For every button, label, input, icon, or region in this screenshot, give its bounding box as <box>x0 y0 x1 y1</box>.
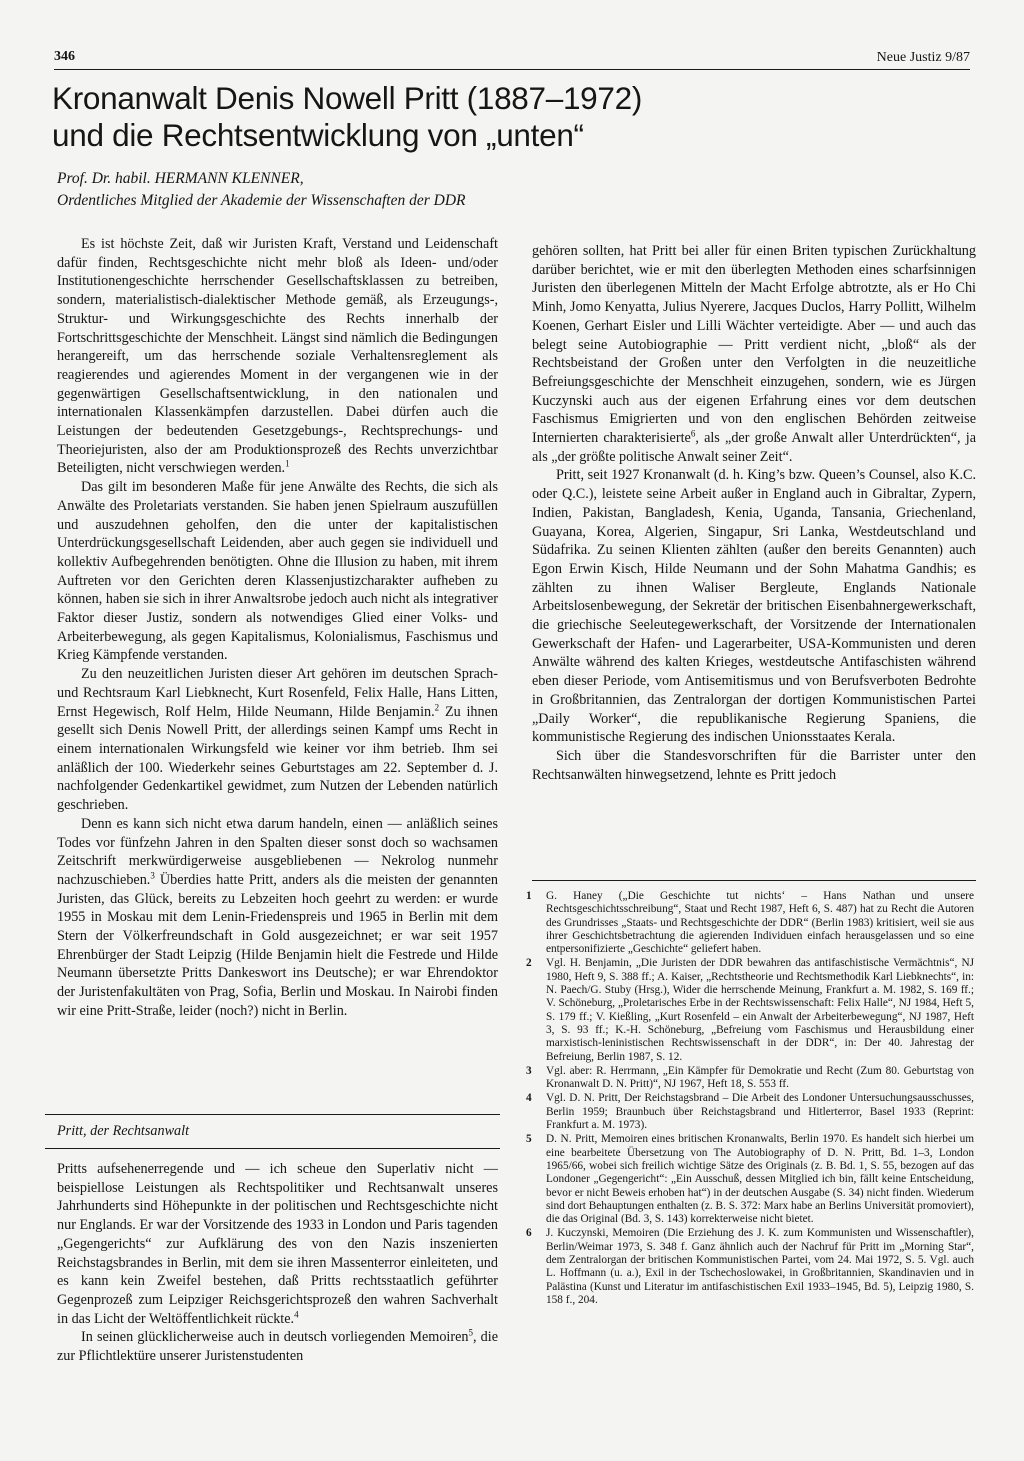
byline <box>57 168 777 212</box>
page-number: 346 <box>54 49 75 64</box>
paragraph: Pritt, seit 1927 Kronanwalt (d. h. King’s bzw. Queen’s Counsel, also K.C. oder Q.C.), leistete seine Arbeit außer in England auch in Gibraltar, Zypern, Indien, Pakistan, Bangladesh, Kenia, Uganda, Tansania, Griechenland, Guayana, Korea, Algerien, Singapur, Sri Lanka, Westdeutschland und Südafrika. Zu seinen Klienten zählten (außer den bereits Genannten) auch Egon Erwin Kisch, Hilde Neumann und der Sohn Mahatma Gandhis; es zählten zu ihnen Waliser Bergleute, Englands Nationale Arbeitslosenbewegung, der Sekretär der britischen Eisenbahnergewerkschaft, die griechische Seeleutegewerkschaft, der Vorsitzende der Internationalen Gewerkschaft der Hafen- und Lagerarbeiter, USA-Kommunisten und deren Anwälte während des kalten Krieges, westdeutsche Antifaschisten während eben dieser Periode, vom Antisemitismus und von Berufsverboten Bedrohte in Großbritannien, das Zentralorgan der dortigen Kommunistischen Partei „Daily Worker“, die republikanische Regierung Spaniens, die kommunistische Regierung des indischen Unionsstaates Kerala. <box>532 467 976 746</box>
footnote-item <box>524 957 974 1063</box>
footnote-rule <box>532 880 976 881</box>
journal-name: Neue Justiz 9/87 <box>876 50 970 65</box>
section-heading: Pritt, der Rechtsanwalt <box>57 1123 190 1139</box>
footnote-text: G. Haney („Die Geschichte tut nichts‘ – Hans Nathan und unsere Rechtsgeschichtsschreibung“, Staat und Recht 1987, Heft 6, S. 487) hat zu Recht die Autoren des Grundrisses „Staats- und Rechtsgeschichte der DDR“ (Berlin 1983) kritisiert, weil sie aus ihrer Geschichtsbetrachtung die agierenden Individuen einfach herausgelassen und so eine entpersonifizierte „Geschichte“ geliefert haben. <box>546 890 974 956</box>
footnotes <box>524 890 974 1308</box>
footnote-item <box>524 1227 974 1307</box>
footnote-ref: 5 <box>468 1327 473 1338</box>
paragraph: Das gilt im besonderen Maße für jene Anwälte des Rechts, die sich als Anwälte des Proletariats verstanden. Sie haben jenen Spielraum auszufüllen und auszudehnen geholfen, den die unter der kapitalistischen Unterdrückungsgesellschaft Leidenden, aber auch gegen sie individuell und kollektiv Aufbegehrenden benötigten. Ohne die Illusion zu haben, mit ihrem Auftreten vor den Gerichten deren Klassenjustizcharakter aufheben zu können, haben sie sich in ihrer Anwaltsrobe jedoch auch nicht als integrativer Faktor dieser Justiz, sondern als notwendiges Glied einer Volks- und Arbeiterbewegung, als gegen Kapitalismus, Kolonialismus, Faschismus und Krieg Kämpfende verstanden. <box>57 479 498 664</box>
section-rule-top <box>45 1114 500 1115</box>
paragraph: Es ist höchste Zeit, daß wir Juristen Kraft, Verstand und Leidenschaft dafür finden, Rechtsgeschichte nicht mehr bloß als Ideen- und/oder Institutionengeschichte herrschender Gesellschaftsklassen zu betreiben, sondern, materialistisch-dialektischer Methode gemäß, als Erzeugungs-, Struktur- und Wirkungsgeschichte des Rechts innerhalb der Fortschrittsgeschichte der Menschheit. Längst sind nämlich die Bedingungen herangereift, um das herrschende soziale Verhaltensreglement als reagierendes und agierendes Moment in der vergangenen wie in der gegenwärtigen Gesellschaftsentwicklung, in den nationalen und internationalen Klassenkämpfen darzustellen. Dabei dürfen auch die Leistungen der bedeutenden Gesetzgebungs-, Rechtsprechungs- und Theoriejuristen, also der am Produktionsprozeß des Rechts unverzichtbar Beteiligten, nicht verschwiegen werden.$^1$ <box>57 236 498 477</box>
footnote-ref: 1 <box>285 458 290 469</box>
article-title <box>52 80 772 154</box>
section-body <box>57 1160 498 1366</box>
title-line-1: Kronanwalt Denis Nowell Pritt (1887–1972) <box>52 80 643 116</box>
footnote-item <box>524 1133 974 1226</box>
footnote-number: 2 <box>526 957 532 970</box>
footnote-ref: 2 <box>434 701 440 712</box>
section-rule-bottom <box>45 1148 500 1149</box>
footnote-item <box>524 1092 974 1132</box>
footnote-number: 6 <box>526 1227 532 1240</box>
footnote-item <box>524 890 974 956</box>
paragraph: Denn es kann sich nicht etwa darum handeln, einen — anläßlich seines Todes vor fünfzehn Jahren in den Spalten dieser sonst doch so wachsamen Zeitschrift merkwürdigerweise ausgebliebenen — Nekrolog nunmehr nachzuschieben.$^3$ Überdies hatte Pritt, anders als die meisten der genannten Juristen, das Glück, bereits zu Lebzeiten hoch geehrt zu werden: er wurde 1955 in Moskau mit dem Lenin-Friedenspreis und 1965 in Berlin mit dem Stern der Völkerfreundschaft in Gold ausgezeichnet; er war seit 1957 Ehrenbürger der Stadt Leipzig (Hilde Benjamin hielt die Festrede und Hilde Neumann übersetzte Pritts Dankeswort ins Deutsche); er war Ehrendoktor der Juristenfakultäten von Prag, Sofia, Berlin und Moskau. In Nairobi finden wir eine Pritt-Straße, leider (noch?) nicht in Berlin. <box>57 815 498 1019</box>
footnote-ref: 3 <box>150 870 155 881</box>
footnote-ref: 4 <box>294 1308 299 1319</box>
paragraph: Zu den neuzeitlichen Juristen dieser Art gehören im deutschen Sprach- und Rechtsraum Karl Liebknecht, Kurt Rosenfeld, Felix Halle, Hans Litten, Ernst Hegewisch, Rolf Helm, Hilde Neumann, Hilde Benjamin.$^2$ Zu ihnen gesellt sich Denis Nowell Pritt, der allerdings seinen Kampf ums Recht in einem internationalen Wirkungsfeld wie keiner vor ihm betrieb. Ihm sei anläßlich der 100. Wiederkehr seines Geburtstages am 22. September d. J. nachfolgender Gedenkartikel gewidmet, zum Nutzen der Lebenden natürlich geschrieben. <box>57 666 498 814</box>
footnote-text: Vgl. H. Benjamin, „Die Juristen der DDR bewahren das antifaschistische Vermächtnis“, NJ 1980, Heft 9, S. 388 ff.; A. Kaiser, „Rechtstheorie und Rechtsmethodik Karl Liebknechts“, in: N. Paech/G. Stuby (Hrsg.), Wider die herrschende Meinung, Frankfurt a. M. 1982, S. 169 ff.; V. Schöneburg, „Proletarisches Erbe in der Rechtswissenschaft: Felix Halle“, NJ 1984, Heft 5, S. 179 ff.; V. Kießling, „Kurt Rosenfeld – ein Anwalt der Arbeiterbewegung“, NJ 1987, Heft 3, S. 93 ff.; K.-H. Schöneburg, „Befreiung vom Faschismus und Herausbildung einer marxistisch-leninistischen Rechtswissenschaft in der DDR“, in: Der 40. Jahrestag der Befreiung, Berlin 1987, S. 12. <box>546 957 974 1063</box>
footnote-text: J. Kuczynski, Memoiren (Die Erziehung des J. K. zum Kommunisten und Wissenschaftler), Berlin/Weimar 1973, S. 348 f. Ganz ähnlich auch der Nachruf für Pritt im „Morning Star“, dem Zentralorgan der britischen Kommunistischen Partei, vom 24. Mai 1972, S. 5. Vgl. auch L. Hoffmann (u. a.), Exil in der Tschechoslowakei, in Großbritannien, Skandinavien und in Palästina (Kunst und Literatur im antifaschistischen Exil 1933–1945, Bd. 5), Leipzig 1980, S. 158 f., 204. <box>546 1227 974 1306</box>
paragraph: In seinen glücklicherweise auch in deutsch vorliegenden Memoiren$^5$, die zur Pflichtlektüre unserer Juristenstudenten <box>57 1327 498 1365</box>
footnote-number: 4 <box>526 1092 532 1105</box>
paragraph: Sich über die Standesvorschriften für die Barrister unter den Rechtsanwälten hinwegsetzend, lehnte es Pritt jedoch <box>532 747 976 783</box>
footnote-number: 3 <box>526 1064 532 1077</box>
footnote-ref: 6 <box>690 428 696 439</box>
paragraph: Pritts aufsehenerregende und — ich scheue den Superlativ nicht — beispiellose Leistungen als Rechtspolitiker und Rechtsanwalt unseres Jahrhunderts sind Höhepunkte in der politischen und Rechtsgeschichte nicht nur Englands. Er war der Vorsitzende des 1933 in London und Paris tagenden „Gegengerichts“ zur Aufklärung des von den Nazis inszenierten Reichstagsbrandes in Berlin, mit dem sie ihren Massenterror einleiteten, und es kann kein Zweifel bestehen, daß Pritts rechtsstaatlich geführter Gegenprozeß zum Leipziger Reichsgerichtsprozeß den wahren Sachverhalt in das Licht der Weltöffentlichkeit rückte.$^4$ <box>57 1161 498 1327</box>
footnote-number: 1 <box>526 890 532 902</box>
footnote-text: Vgl. aber: R. Herrmann, „Ein Kämpfer für Demokratie und Recht (Zum 80. Geburtstag von Kronanwalt D. N. Pritt)“, NJ 1967, Heft 18, S. 553 ff. <box>546 1064 974 1091</box>
paragraph: gehören sollten, hat Pritt bei aller für einen Briten typischen Zurückhaltung darüber berichtet, wie er mit den überlegten Methoden eines scharfsinnigen Juristen den überlegenen Mitteln der Macht Erfolge abtrotzte, als er Ho Chi Minh, Jomo Kenyatta, Julius Nyerere, Jacques Duclos, Harry Pollitt, Wilhelm Koenen, Gerhart Eisler und Lilli Wächter verteidigte. Aber — und auch das belegt seine Autobiographie — Pritt verdient nicht, „bloß“ als der Rechtsbeistand der Großen unter den Verfolgten in die neuzeitliche Befreiungsgeschichte der Menschheit einzugehen, sondern, wie es Jürgen Kuczynski auch aus der eigenen Erfahrung eines vor dem deutschen Faschismus Emigrierten und von den englischen Behörden zeitweise Internierten charakterisierte$^6$, als „der große Anwalt aller Unterdrückten“, ja als „der größte politische Anwalt seiner Zeit“. <box>532 243 976 465</box>
left-column <box>57 235 498 1021</box>
footnote-number: 5 <box>526 1133 532 1146</box>
footnote-text: Vgl. D. N. Pritt, Der Reichstagsbrand – Die Arbeit des Londoner Untersuchungsausschusses, Berlin 1959; Braunbuch über Reichstagsbrand und Hitlerterror, Basel 1933 (Reprint: Frankfurt a. M. 1973). <box>546 1092 974 1132</box>
footnote-item <box>524 1065 974 1092</box>
author-affiliation: Ordentliches Mitglied der Akademie der Wissenschaften der DDR <box>57 192 466 209</box>
author-name: Prof. Dr. habil. HERMANN KLENNER, <box>57 170 304 187</box>
title-line-2: und die Rechtsentwicklung von „unten“ <box>52 117 584 153</box>
right-column <box>532 242 976 784</box>
header-rule <box>54 69 970 70</box>
footnote-text: D. N. Pritt, Memoiren eines britischen Kronanwalts, Berlin 1970. Es handelt sich hierbei um eine bearbeitete Übersetzung von The Autobiography of D. N. Pritt, Bd. 1–3, London 1965/66, wobei sich freilich wichtige Sätze des Originals (z. B. Bd. 1, S. 55, bezogen auf das Londoner „Gegengericht“: „Ein Ausschuß, dessen Mitglied ich bin, fällt keine Entscheidung, bevor er nicht Beweis erhoben hat“) in der deutschen Ausgabe (S. 34) nicht finden. Wiederum sind dort Behauptungen enthalten (z. B. S. 372: Marx habe an Berlins Universität promoviert), die das Original (Bd. 3, S. 143) korrekterweise nicht bietet. <box>546 1133 974 1226</box>
